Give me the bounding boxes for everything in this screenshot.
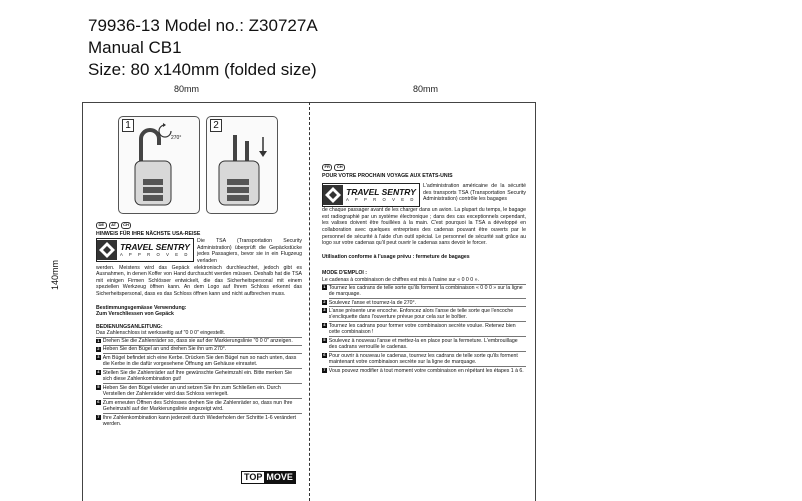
- lang-badge: FR: [322, 164, 332, 171]
- header-manual: Manual CB1: [88, 38, 182, 57]
- topmove-logo: [241, 471, 296, 484]
- french-usage: Utilisation conforme à l'usage prévu : fermeture de bagages: [322, 253, 470, 260]
- german-lang-badges: [96, 222, 302, 229]
- list-item: 3 L'anse présente une encoche. Enfoncez alors l'anse de telle sorte que l'encoche s'encliquette dans l'ouverture prévue pour cela sur le boîtier.: [322, 308, 526, 323]
- travel-sentry-diamond-icon: [97, 240, 117, 260]
- german-usage-line1: Bestimmungsgemässe Verwendung:: [96, 304, 187, 311]
- lang-badge: CH: [334, 164, 345, 171]
- list-item: 5 Heben Sie den Bügel wieder an und setzen Sie ihn zum Schließen ein. Durch Verstellen der Zahlenräder wird das Schloss verriegelt.: [96, 385, 302, 400]
- list-item: 4 Tournez les cadrans pour former votre combinaison secrète voulue. Retenez bien cette combinaison !: [322, 323, 526, 338]
- list-item: 7 Vous pouvez modifier à tout moment votre combinaison en répétant les étapes 1 à 6.: [323, 367, 524, 374]
- german-hint-title: HINWEIS FÜR IHRE NÄCHSTE USA-REISE: [96, 230, 201, 237]
- fold-line: [309, 102, 310, 501]
- german-intro-right: Die TSA (Transportation Security Administration) überprüft die Gepäckstücke jedes Passagiers, bevor sie in ein Flugzeug verladen: [197, 238, 302, 264]
- brand-part2: MOVE: [266, 472, 293, 482]
- step-2-number: 2: [210, 119, 222, 132]
- travel-sentry-approved: A P P R O V E D: [120, 252, 191, 258]
- list-item: 1 Tournez les cadrans de telle sorte qu'ils forment la combinaison « 0 0 0 » sur la ligne de marquage.: [322, 285, 526, 300]
- list-item: 7 Ihre Zahlenkombination kann jederzeit durch Wiederholen der Schritte 1-6 verändert werden.: [97, 414, 296, 428]
- list-item: 2 Heben Sie den Bügel an und drehen Sie ihn um 270°.: [96, 346, 302, 354]
- german-manual-title: BEDIENUNGSANLEITUNG:: [96, 323, 163, 330]
- list-item: 1 Drehen Sie die Zahlenräder so, dass sie auf der Markierungslinie "0 0 0" anzeigen.: [96, 338, 302, 346]
- travel-sentry-logo: [96, 238, 194, 262]
- step-1-number: 1: [122, 119, 134, 132]
- list-item: 6 Pour ouvrir à nouveau le cadenas, tournez les cadrans de telle sorte qu'ils forment maintenant votre combinaison secrète sur la ligne de marquage.: [322, 353, 526, 368]
- list-item: 6 Zum erneuten Öffnen des Schlosses drehen Sie die Zahlenräder so, dass nun Ihre Geheimzahl auf der Markierungslinie angezeigt wird.: [96, 400, 302, 415]
- list-item: 2 Soulevez l'anse et tournez-la de 270°.: [322, 300, 526, 308]
- lang-badge: DE: [96, 222, 107, 229]
- illustration-step-1: [118, 116, 200, 214]
- travel-sentry-title: TRAVEL SENTRY: [346, 187, 416, 198]
- list-item: 5 Soulevez à nouveau l'anse et mettez-la en place pour la fermeture. L'embrouillage des cadrans verrouille le cadenas.: [322, 338, 526, 353]
- illustration-step-2: [206, 116, 278, 214]
- french-intro-body: de chaque passager avant de les charger dans un avion. La plupart du temps, le bagage est radiographié par un système électronique ; dans des cas exceptionnels cependant, les valises doivent être fouillées à la main. C'est pourquoi la TSA a développé en collaboration avec quelques entreprises des cadenas pouvant être ouverts par le personnel de sécurité à l'aide d'un outil spécial. Le personnel de sécurité sait grâce au logo sur votre cadenas qu'il peut ouvrir le cadenas sans devoir le forcer.: [322, 207, 526, 247]
- german-usage-line2: Zum Verschliessen von Gepäck: [96, 311, 174, 318]
- angle-label: 270°: [171, 135, 182, 141]
- french-mode-intro: Le cadenas à combinaison de chiffres est mis à l'usine sur « 0 0 0 ».: [322, 277, 526, 285]
- list-item: 4 Stellen Sie die Zahlenräder auf Ihre gewünschte Geheimzahl ein. Bitte merken Sie sich diese Zahlenkombination gut!: [96, 370, 302, 385]
- list-item: 3 Am Bügel befindet sich eine Kerbe. Drücken Sie den Bügel nun so nach unten, dass die Kerbe in die dafür vorgesehene Öffnung am Gehäuse einrastet.: [96, 355, 302, 370]
- dim-width-left: 80mm: [174, 84, 200, 94]
- lang-badge: CH: [121, 222, 132, 229]
- french-section: [322, 164, 526, 375]
- german-manual-intro: Das Zahlenschloss ist werksseitig auf "0 0 0" eingestellt.: [96, 330, 302, 338]
- french-mode-title: MODE D'EMPLOI :: [322, 270, 368, 277]
- travel-sentry-logo: [322, 183, 420, 207]
- french-lang-badges: [322, 164, 526, 171]
- padlock-press-icon: [207, 117, 277, 213]
- header-model: 79936-13 Model no.: Z30727A: [88, 16, 318, 35]
- french-hint-title: POUR VOTRE PROCHAIN VOYAGE AUX ETATS-UNIS: [322, 172, 453, 179]
- padlock-open-icon: [119, 117, 199, 213]
- french-intro-right: L'administration américaine de la sécurité des transports TSA (Transportation Security Administration) contrôle les bagages: [423, 183, 526, 203]
- dim-height: 140mm: [50, 259, 60, 290]
- header-size: Size: 80 x140mm (folded size): [88, 60, 317, 79]
- travel-sentry-title: TRAVEL SENTRY: [120, 242, 190, 253]
- brand-part1: TOP: [244, 472, 263, 482]
- german-intro-body: werden. Meistens wird das Gepäck elektronisch durchleuchtet, jedoch gibt es Ausnahmen, in denen Koffer von Hand durchsucht werden müssen. Deshalb hat die TSA mit einigen Firmen Schlösser entwickelt, die das Sicherheitspersonal mit einem speziellen Werkzeug öffnen kann. An dem Logo auf Ihrem Schloss erkennt das Sicherheitspersonal, dass es das Schloss öffnen kann und nicht aufbrechen muss.: [96, 264, 302, 297]
- lang-badge: AT: [109, 222, 119, 229]
- travel-sentry-approved: A P P R O V E D: [346, 197, 417, 203]
- travel-sentry-diamond-icon: [323, 185, 343, 205]
- german-section: [96, 222, 302, 429]
- dim-width-right: 80mm: [413, 84, 439, 94]
